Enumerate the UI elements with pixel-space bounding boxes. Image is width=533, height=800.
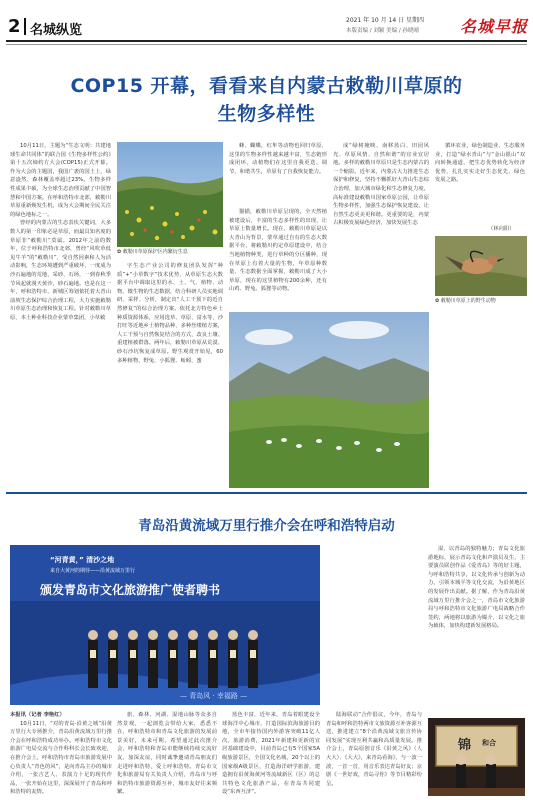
article2-col1-para: 10月11日，“对的青岛·沿黄之城”沿黄万里行大专场推介，青岛沿黄流域万里行推介会在呼和浩特成功举办。呼和浩特市文化旅游广电局交流与合作科科长会长致欢迎，在推介会上，呼和浩特市青岛市旅游发展中心负责人“青色的风”，是向青岛主办的城市介绍，一张吉艺人、表演力十足的现代作品，一张开始在这里，深深展开了青岛和呼和浩特的友情。 — [10, 720, 112, 796]
stage-sign-subtext: 和合 — [482, 738, 496, 747]
stage-performance-photo — [428, 718, 525, 796]
article2-col5-para: 湿、以青岛的独特魅力；青岛文化旅游地标，展示青岛文化和声演员及生，主要演员联创作品《爱青岛》等的好主题，与呼和浩特共享，以文化传承与创新为动力，引领本城平等文化交流，为沿黄地区的发展作出贡献。据了解，作为青岛沿黄流域万里行推介会之一，青岛市文化旅游局与呼和浩特市文化旅游广电局战略合作签约，两地将以旅游为媒介，以文化之旅为载体，加快构建新发展格局。 — [428, 546, 525, 630]
grassland-landscape-photo — [229, 312, 429, 488]
article1-column-2 — [117, 262, 223, 484]
banner-main: 颁发青岛市文化旅游推广使者聘书 — [40, 583, 221, 597]
article2-col2-para: 旅、森林、河湖、湿地山脉等众多自然景观，一起浏览会带给大家，悉悉不在，呼和浩特市和青岛文化旅游的发展前景美好，未来可期，希望通过此次推介会，呼和浩特和青岛市能继续持续交流好友，加深友谊，同时诚挚邀请青岛朋友们走进呼和浩特，爱上呼和浩特。青岛市文化和旅游局有关负责人介绍，青岛市与呼和浩特市旅游资源互补，城市友好往来频繁。 — [117, 712, 217, 796]
headline-line1: COP15 开幕，看看来自内蒙古敕勒川草原的 — [70, 75, 463, 97]
article1-column-5 — [435, 142, 525, 214]
article2-column-1 — [10, 711, 112, 796]
headline-line2: 生物多样性 — [217, 103, 316, 125]
article2-headline: 青岛沿黄流域万里行推介会在呼和浩特启动 — [138, 518, 395, 534]
caption-flowers: ✿ 敕勒川草原保护区内繁衍生息 — [117, 249, 188, 255]
article1-col5-para: 循环农业，绿色制造业、生态服务业，打造“绿水青山”与“金山银山”双向转换通道，把生态优势转化为经济优势，扎扎实实走好生态优先、绿色发展之路。 — [435, 143, 525, 184]
article2-col3-para: 蓝色丰富，近年来，青岛着眼建设全球海洋中心城市，打造国际滨海旅游目的地，全市年接待国内外游客突破11亿人次，旅游消费，2021年新建和更新的宜居基础建设中，目前青岛已有5个国家5A级旅游景区，全国文化名城，20个以上的国家级A级景区，打造海洋研学旅游，建造拥有沿黄海黄河等流域新区（区）的总共特色文化旅游产品，在青岛共同建设“东西互济”。 — [222, 712, 320, 796]
grassland-flowers-photo — [117, 142, 223, 247]
article-divider — [6, 492, 527, 494]
article1-col1-para1: 10月11日，主题为“生态文明：共建地球生命共同体”的联合国《生物多样性公约》第十五次缔约方大会(COP15)正式开幕。作为大会的主题国，我国广袤的国土上，绿意盎然、森林覆盖率超过23%。生物多样性成果丰硕，为全球生态治理贡献了中国智慧和中国方案。在呼和浩特市北部，敕勒川草原重新焕发生机，成为大会期间全民关注的绿色地标之一。 — [10, 143, 111, 218]
page-number: 2 — [8, 16, 21, 37]
article2-column-4 — [326, 711, 422, 796]
ceremony-banner-photo — [10, 545, 320, 705]
article2-column-3 — [222, 711, 320, 796]
header-separator — [24, 18, 26, 35]
article1-col3-top-para: 蜂、蝴蝶，红隼等动物也回归草原，这里的生物多样性越来越丰富，生态链形成闭环，动植物们在这里自我更迭、调节，和谐共生，草原有了自我恢复能力。 — [229, 143, 327, 175]
caption-star-icon: ✿ — [117, 249, 122, 255]
banner-subtitle: 来自大黄河的期待——沿黄流域万里行 — [50, 568, 136, 574]
issue-date: 2021 年 10 月 14 日 星期四 — [346, 17, 424, 24]
header-rule — [6, 40, 527, 42]
banner-footer: — 青岛风 · 幸福路 — — [180, 692, 248, 700]
newspaper-logo: 名城早报 — [460, 17, 529, 36]
article2-column-5 — [428, 545, 525, 713]
caption-bird: ✿ 敕勒川草原上的野生动物 — [435, 298, 496, 304]
stage-sign-text: 锦 — [458, 738, 472, 753]
editors-line: 本版责编 / 刘颖 美编 / 孙晓晴 — [346, 28, 419, 34]
wild-bird-photo — [435, 236, 527, 296]
article1-column-3-top — [229, 142, 327, 204]
banner-title: “河青黄，” 清沙之地 — [50, 556, 115, 564]
article2-column-2 — [117, 711, 217, 796]
section-title: 名城纵览 — [30, 23, 83, 38]
article1-column-1 — [10, 142, 111, 484]
article1-col1-para2: 曾经的内蒙古的生态表状关键词，大多数人的第一印象必是草原，而最具知名度的草原非“敕勒川”莫属。2012年之前的数年，位于呼和浩特市北郊，曾经“风吹草低见牛羊”的“敕勒川”，受自然因素和人为活动影响，生态环境遭到严重破坏，一度成为沙石遍地的荒地、采砂、石场，一到春秋季节风起就漫天黄沙，砂石遍地。也是在这一年，呼和浩特市、新城区筹划依托着大青山前坡生态保护综合治理工程，大力实施敕勒川草原生态治理和恢复工程。针对敕勒川草原，本土种业科技企业蒙草集团，小草敕 — [10, 220, 111, 321]
article1-col3-para: 猫描，敕勒川草原呈现的，全天然植被建设后，丰富的生态多样性的出现，让草原上数量增长。现在，敕勒川草原是以大青山为背景，蒙草通过自有的生态大数据平台，将敕勒川约定草原建设中，结合当地植物种类，进行草种的分区播种，现在草原上有着大量的生物，年草原种数量、生态数据全面掌握，敕勒川成了大小草原，现在的这里植物有200余种，还有山鸡、野兔、狐狸等动物。 — [229, 209, 327, 293]
article1-col2-para: 字生态产业公司的修复团队发挥“种质”+“小草数字”技术优势，从草原生态大数据平台中调取这里的水、土、气、植物、动物、微生物的生态数据，结合科研人员实地调研、采样、分析，制定出“人工干预下的近自然修复”的综合治理方案。依托北方特色乡土种质资源体系，应用选草、草原、富水等，沙打旺等近地乡土植物品种，多种丝缕植方案，人工干预与自然恢复结合的方式，改良土壤、重建植被群落。两年后，敕勒川草原从荒漠、砂石沙坑恢复成草原。野生观赏开始见，60多种植物，野兔、小狐狸、蚯蚓、蜜 — [117, 263, 223, 364]
caption-star-icon: ✿ — [435, 298, 440, 304]
article1-col4-para: 成“绿树掩映、南移蓝白、田园风光、草原风情、自然和谐”的宜业宜居地。多样的敕勒川草原只是生态内蒙古的一个缩影。近年来，内蒙古大力推进生态保护和修复，坚持不懈抓好大青山生态综合治理，加大城市绿化和生态修复力度，高标准建设敕勒川国家草原公园，让草原生物多样性，加强生态保护恢复建设，让自然生态更美更和谐。更重要的是，内蒙古积极发展绿色经济，加快发展生态 — [333, 143, 429, 227]
article2-col4-para: 陆海联动”合作倡议，今年，青岛与青岛和呼和浩特两市文旅资源互补客源互送，推进建立“8个沿黄流域文旅宣传协同发展”实现互利共赢和高质量发展。推介会上，青岛原创音乐《沿黄之风》（人大大）、《大大》，来青岛看海》，与一波一波，一首一首，用音乐表达青岛好友；京剧《一世好戏，青岛寻你》等节目精彩纷呈。 — [326, 712, 422, 787]
article1-byline: （林向阳） — [488, 226, 515, 232]
header-rule-thin — [6, 44, 527, 45]
article2-byline: 本报讯（记者 李艳红） — [10, 712, 65, 718]
